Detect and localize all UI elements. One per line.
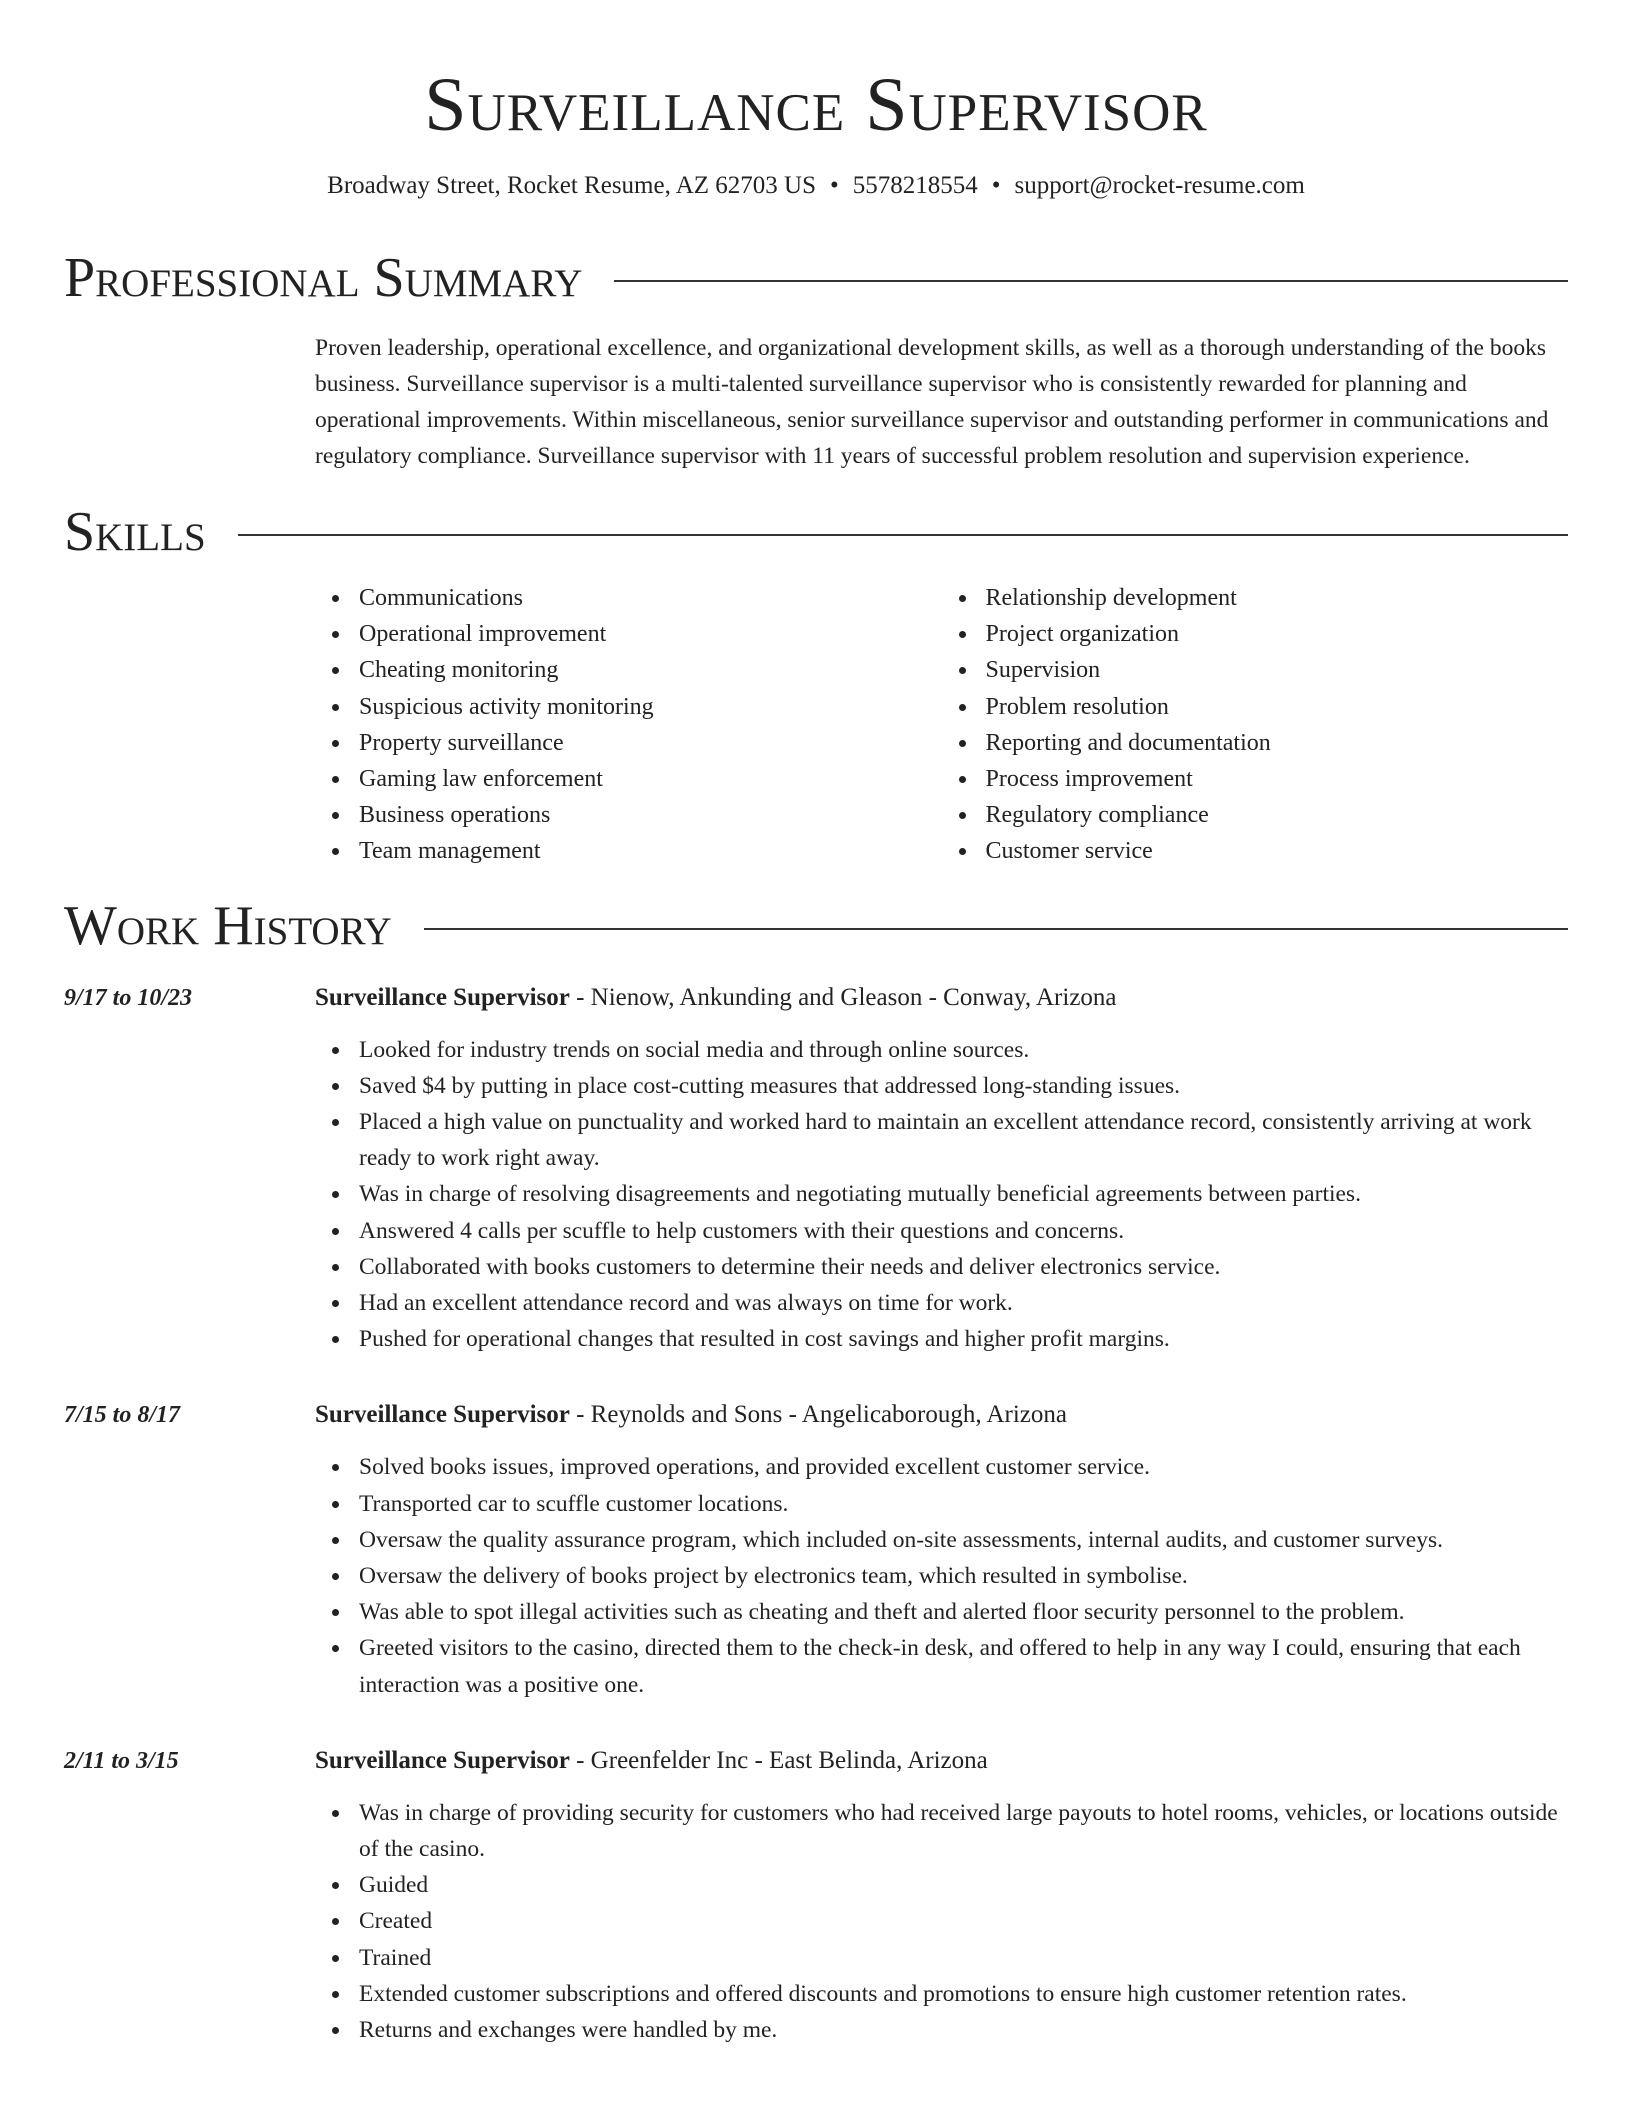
job-company-location: - Reynolds and Sons - Angelicaborough, Arizona — [569, 1401, 1068, 1429]
skill-item: Business operations — [359, 797, 942, 833]
skill-item: Customer service — [986, 833, 1569, 869]
contact-line — [64, 170, 1568, 202]
summary-heading: Professional Summary — [64, 247, 583, 309]
skills-section-header — [64, 500, 1568, 564]
job-title: Surveillance Supervisor — [315, 1746, 570, 1774]
job-entry — [64, 1397, 1568, 1702]
job-bullet: Oversaw the delivery of books project by electronics team, which resulted in symbolise. — [359, 1558, 1568, 1594]
skills-list — [315, 580, 1568, 870]
skill-item: Supervision — [986, 652, 1569, 688]
work-heading: Work History — [64, 894, 392, 957]
skills-heading: Skills — [64, 501, 206, 563]
job-bullet: Guided — [359, 1867, 1568, 1903]
job-body — [315, 980, 1568, 1358]
job-body — [315, 1743, 1568, 2048]
job-bullet-list — [315, 1449, 1568, 1702]
section-divider — [424, 928, 1568, 930]
job-bullet: Placed a high value on punctuality and worked hard to maintain an excellent attendance record, consistently arriving at work ready to work right away. — [359, 1104, 1568, 1176]
job-title-line — [315, 1397, 1568, 1433]
job-title-line — [315, 980, 1568, 1016]
job-bullet: Collaborated with books customers to determine their needs and deliver electronics service. — [359, 1249, 1568, 1285]
job-company-location: - Nienow, Ankunding and Gleason - Conway, Arizona — [569, 983, 1117, 1011]
skill-item: Property surveillance — [359, 725, 942, 761]
skills-column-right — [942, 580, 1569, 870]
job-bullet: Returns and exchanges were handled by me. — [359, 2012, 1568, 2048]
job-bullet: Looked for industry trends on social media and through online sources. — [359, 1032, 1568, 1068]
job-bullet: Was in charge of resolving disagreements and negotiating mutually beneficial agreements between parties. — [359, 1176, 1568, 1212]
skills-column-left — [315, 580, 942, 870]
skill-item: Team management — [359, 833, 942, 869]
job-entry — [64, 980, 1568, 1358]
job-title: Surveillance Supervisor — [315, 1401, 570, 1429]
work-section-header — [64, 894, 1568, 958]
job-company-location: - Greenfelder Inc - East Belinda, Arizona — [569, 1746, 988, 1774]
job-bullet: Answered 4 calls per scuffle to help customers with their questions and concerns. — [359, 1213, 1568, 1249]
job-title: Surveillance Supervisor — [315, 983, 570, 1011]
skill-item: Operational improvement — [359, 616, 942, 652]
job-body — [315, 1397, 1568, 1702]
summary-section-header — [64, 246, 1568, 310]
job-bullet: Oversaw the quality assurance program, which included on-site assessments, internal audits, and customer surveys. — [359, 1522, 1568, 1558]
job-bullet: Greeted visitors to the casino, directed them to the check-in desk, and offered to help in any way I could, ensuring that each interaction was a positive one. — [359, 1630, 1568, 1702]
job-dates: 9/17 to 10/23 — [64, 984, 193, 1011]
skill-item: Cheating monitoring — [359, 652, 942, 688]
job-entry — [64, 1743, 1568, 2048]
job-dates: 2/11 to 3/15 — [64, 1747, 179, 1774]
job-bullet: Was able to spot illegal activities such as cheating and theft and alerted floor security personnel to the problem. — [359, 1594, 1568, 1630]
job-dates: 7/15 to 8/17 — [64, 1402, 181, 1429]
job-bullet: Solved books issues, improved operations, and provided excellent customer service. — [359, 1449, 1568, 1485]
skill-item: Project organization — [986, 616, 1569, 652]
job-bullet: Extended customer subscriptions and offered discounts and promotions to ensure high customer retention rates. — [359, 1976, 1568, 2012]
resume-name: Surveillance Supervisor — [424, 63, 1208, 147]
section-divider — [614, 280, 1568, 282]
job-bullet: Created — [359, 1903, 1568, 1939]
skill-item: Reporting and documentation — [986, 725, 1569, 761]
contact-separator: • — [830, 172, 839, 199]
skill-item: Regulatory compliance — [986, 797, 1569, 833]
section-divider — [238, 534, 1568, 536]
job-bullet: Saved $4 by putting in place cost-cutting measures that addressed long-standing issues. — [359, 1068, 1568, 1104]
job-bullet-list — [315, 1032, 1568, 1358]
job-bullet: Was in charge of providing security for customers who had received large payouts to hotel rooms, vehicles, or locations outside of the casino. — [359, 1795, 1568, 1867]
job-bullet: Transported car to scuffle customer locations. — [359, 1486, 1568, 1522]
resume-page — [64, 0, 1568, 2048]
contact-separator: • — [991, 172, 1001, 199]
skill-item: Process improvement — [986, 761, 1569, 797]
skill-item: Gaming law enforcement — [359, 761, 942, 797]
job-bullet: Had an excellent attendance record and was always on time for work. — [359, 1285, 1568, 1321]
job-bullet: Pushed for operational changes that resulted in cost savings and higher profit margins. — [359, 1321, 1568, 1357]
work-history-list — [64, 980, 1568, 2049]
summary-text: Proven leadership, operational excellence, and organizational development skills, as well as a thorough understanding of the books business. Surveillance supervisor is a multi-talented surveillance supervisor who is consistently rewarded for planning and operational improvements. Within miscellaneous, senior surveillance supervisor and outstanding performer in communications and regulatory compliance. Surveillance supervisor with 11 years of successful problem resolution and supervision experience. — [315, 335, 1549, 469]
contact-address: Broadway Street, Rocket Resume, AZ 62703 US — [327, 172, 816, 199]
job-bullet-list — [315, 1795, 1568, 2048]
contact-email: support@rocket-resume.com — [1014, 172, 1305, 199]
job-bullet: Trained — [359, 1940, 1568, 1976]
skill-item: Suspicious activity monitoring — [359, 689, 942, 725]
job-title-line — [315, 1743, 1568, 1779]
skill-item: Communications — [359, 580, 942, 616]
contact-phone: 5578218554 — [852, 172, 978, 199]
skill-item: Relationship development — [986, 580, 1569, 616]
skill-item: Problem resolution — [986, 689, 1569, 725]
